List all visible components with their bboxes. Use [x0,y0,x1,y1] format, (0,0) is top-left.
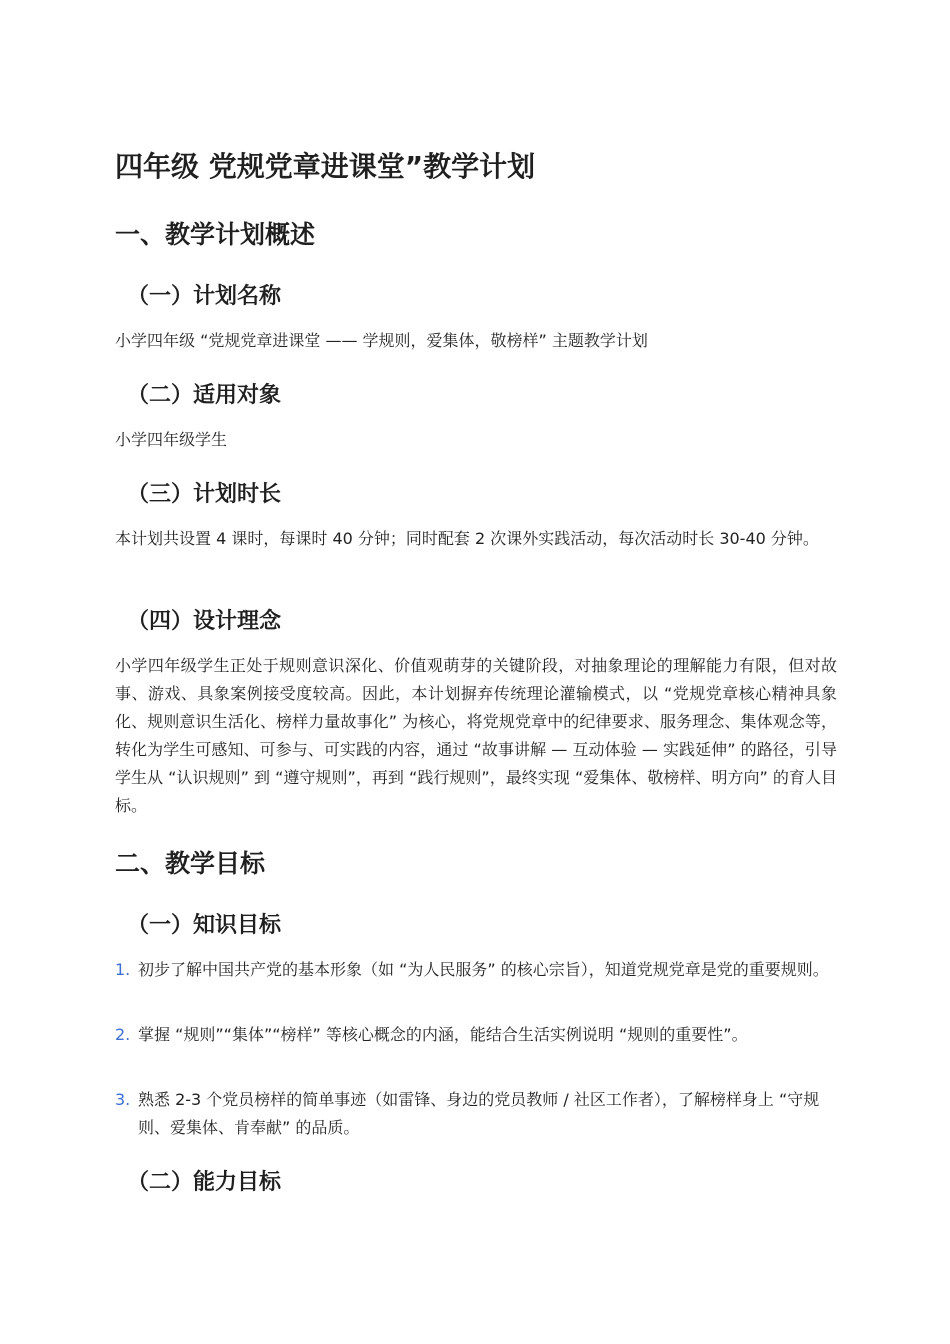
paragraph-plan-duration: 本计划共设置 4 课时，每课时 40 分钟；同时配套 2 次课外实践活动，每次活动时长 30-40 分钟。 [115,529,819,548]
document-title: 四年级 党规党章进课堂”教学计划 [115,150,536,183]
paragraph-design-concept: 小学四年级学生正处于规则意识深化、价值观萌芽的关键阶段，对抽象理论的理解能力有限，但对故事、游戏、具象案例接受度较高。因此，本计划摒弃传统理论灌输模式，以 “党规党章核心精神具象化、规则意识生活化、榜样力量故事化” 为核心，将党规党章中的纪律要求、服务理念、集体观念等，转化为学生可感知、可参与、可实践的内容，通过 “故事讲解 — 互动体验 — 实践延伸” 的路径，引导学生从 “认识规则” 到 “遵守规则”，再到 “践行规则”，最终实现 “爱集体、敬榜样、明方向” 的育人目标。 [115,656,837,815]
subheading-design-concept: （四）设计理念 [127,609,282,634]
section-heading-overview: 一、教学计划概述 [115,220,316,249]
subheading-target-audience: （二）适用对象 [127,383,282,408]
list-item-number: 2. [115,1025,131,1044]
list-item-text: 熟悉 2-3 个党员榜样的简单事迹（如雷锋、身边的党员教师 / 社区工作者），了解榜样身上 “守规则、爱集体、肯奉献” 的品质。 [138,1090,820,1137]
paragraph-plan-name: 小学四年级 “党规党章进课堂 —— 学规则，爱集体，敬榜样” 主题教学计划 [115,331,648,350]
subheading-knowledge-objectives: （一）知识目标 [127,913,282,938]
subheading-ability-objectives: （二）能力目标 [127,1170,282,1195]
subheading-plan-name: （一）计划名称 [127,284,282,309]
list-item-number: 3. [115,1090,131,1109]
subheading-plan-duration: （三）计划时长 [127,482,282,507]
list-item-text: 初步了解中国共产党的基本形象（如 “为人民服务” 的核心宗旨），知道党规党章是党的重要规则。 [138,960,829,979]
section-heading-objectives: 二、教学目标 [115,849,266,878]
list-item-text: 掌握 “规则”“集体”“榜样” 等核心概念的内涵，能结合生活实例说明 “规则的重要性”。 [138,1025,748,1044]
paragraph-target-audience: 小学四年级学生 [115,430,228,449]
list-item-number: 1. [115,960,131,979]
